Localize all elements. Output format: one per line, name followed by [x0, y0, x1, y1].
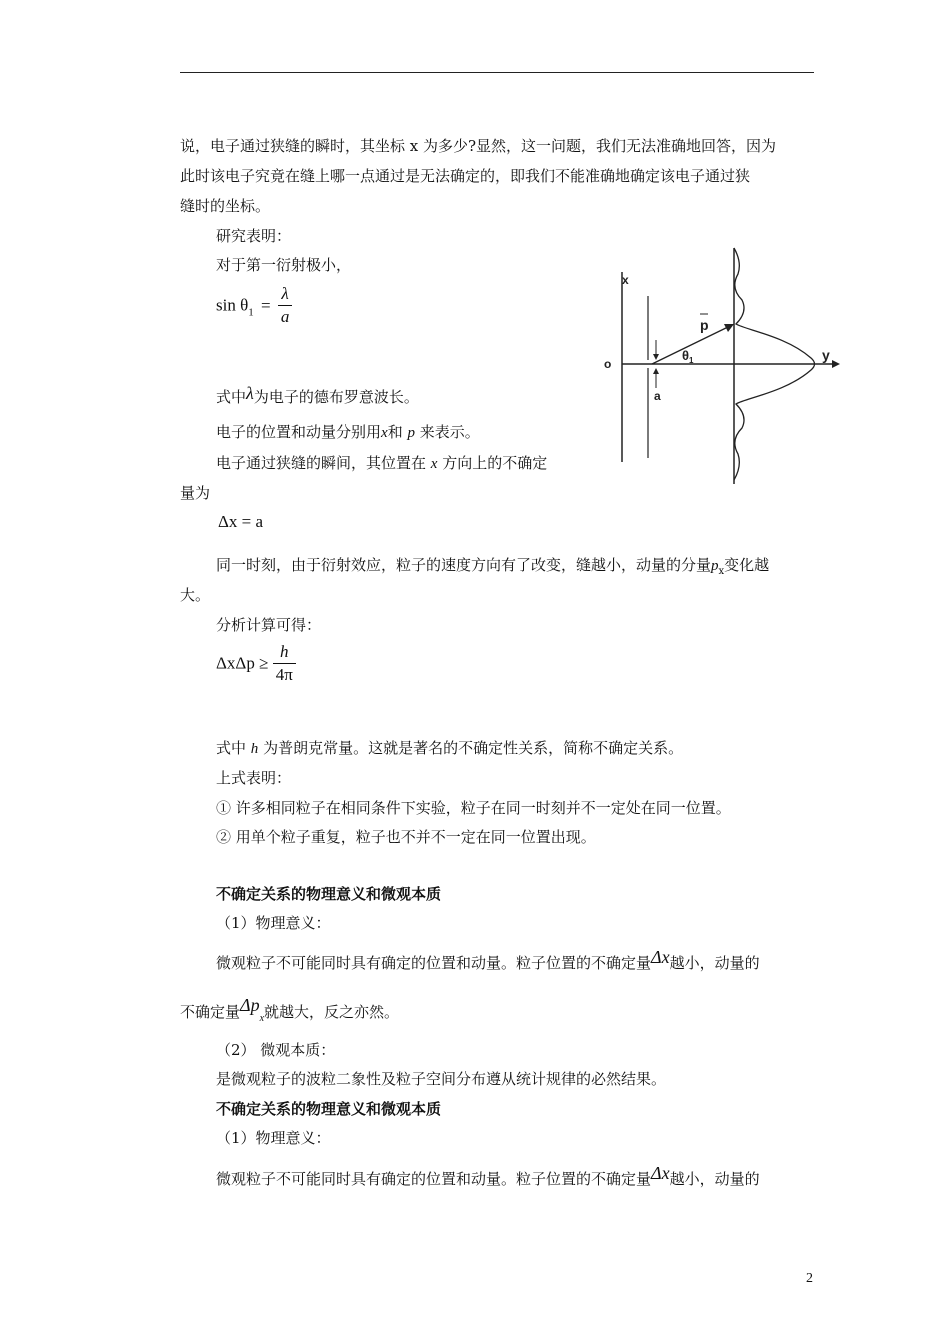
section-repeat-sub1: （1）物理意义： — [216, 1129, 331, 1147]
same-moment-line1: 同一时刻，由于衍射效应，粒子的速度方向有了改变，缝越小，动量的分量$p_x$变化越 — [216, 556, 770, 577]
section-sub1: （1）物理意义： — [216, 914, 331, 932]
instant-line: 电子通过狭缝的瞬间，其位置在 x 方向上的不确定 — [216, 454, 548, 472]
para1-line2: 此时该电子究竟在缝上哪一点通过是无法确定的，即我们不能准确地确定该电子通过狭 — [180, 167, 751, 185]
position-momentum-line: 电子的位置和动量分别用x和 p 来表示。 — [216, 423, 480, 441]
label-momentum: p — [700, 317, 709, 333]
y-axis-arrowhead — [832, 360, 840, 368]
amount-is: 量为 — [180, 484, 211, 502]
para1-line3: 缝时的坐标。 — [180, 197, 271, 215]
section-repeat-heading: 不确定关系的物理意义和微观本质 — [216, 1100, 442, 1118]
same-moment-line2: 大。 — [180, 586, 211, 604]
slit-width-arrowhead-top — [653, 354, 659, 360]
section-sub2: （2） 微观本质： — [216, 1041, 336, 1059]
point-1: ① 许多相同粒子在相同条件下实验，粒子在同一时刻并不一定处在同一位置。 — [216, 799, 731, 817]
label-origin: o — [604, 357, 612, 371]
page-number: 2 — [806, 1271, 813, 1286]
lambda-line: 式中λ为电子的德布罗意波长。 — [216, 383, 419, 406]
equation-uncertainty: ΔxΔp ≥ $\frac{h}{4\pi}$ — [216, 641, 296, 686]
label-slit-width: a — [654, 389, 661, 403]
para1-line1: 说，电子通过狭缝的瞬时，其坐标 x 为多少?显然，这一问题，我们无法准确地回答，因为 — [180, 137, 777, 155]
header-rule — [180, 72, 814, 73]
equation-sin-theta: $\sin \theta_1$ = $\frac{\lambda}{a}$ — [216, 283, 292, 328]
point-2: ② 用单个粒子重复，粒子也不并不一定在同一位置出现。 — [216, 828, 596, 846]
equation-delta-x: Δx = a — [218, 512, 264, 531]
section-essence: 是微观粒子的波粒二象性及粒子空间分布遵从统计规律的必然结果。 — [216, 1070, 667, 1088]
single-slit-diffraction-figure — [596, 240, 846, 490]
research-label: 研究表明： — [216, 227, 292, 245]
section-heading: 不确定关系的物理意义和微观本质 — [216, 885, 442, 903]
planck-line: 式中 h 为普朗克常量。这就是著名的不确定性关系，简称不确定关系。 — [216, 739, 684, 757]
above-shows: 上式表明： — [216, 769, 292, 787]
analysis-label: 分析计算可得： — [216, 616, 322, 634]
label-theta: $\theta_1$ — [682, 348, 694, 365]
section-repeat-meaning-line: 微观粒子不可能同时具有确定的位置和动量。粒子位置的不确定量Δx越小，动量的 — [216, 1163, 760, 1188]
section-meaning-line: 微观粒子不可能同时具有确定的位置和动量。粒子位置的不确定量Δx越小，动量的 — [216, 947, 760, 972]
section-uncert-line: 不确定量$\Delta p_x$就越大，反之亦然。 — [180, 995, 400, 1024]
label-x-axis: x — [622, 273, 629, 287]
first-min-label: 对于第一衍射极小， — [216, 256, 352, 274]
slit-width-arrowhead-bottom — [653, 368, 659, 374]
label-y-axis: y — [822, 347, 830, 363]
